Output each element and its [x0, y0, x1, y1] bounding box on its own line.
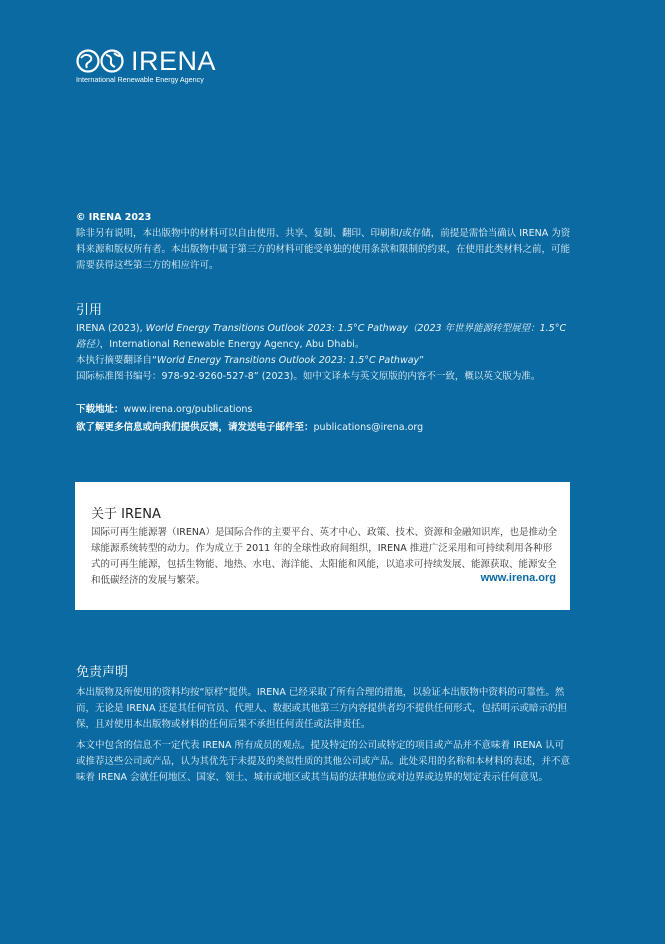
- logo-subtitle: International Renewable Energy Agency: [76, 75, 204, 84]
- disclaimer-para-2: 本文中包含的信息不一定代表 IRENA 所有成员的观点。提及特定的公司或特定的项目或产品并不意味着 IRENA 认可或推荐这些公司或产品，认为其优先于未提及的类似性质的其他公司或产品。此处采用的名称和本材料的表述，并不意味着 IRENA 会就任何地区、国家、领土、城市或地区或其当局的法律地位或对边界或边界的划定表示任何意见。: [76, 740, 571, 783]
- citation-heading: 引用: [76, 303, 103, 318]
- disclaimer-section: [76, 661, 572, 786]
- citation-line-1-suffix: ，International Renewable Energy Agency, Abu Dhabi。: [99, 339, 365, 350]
- logo-wordmark: IRENA: [131, 46, 217, 76]
- download-link[interactable]: www.irena.org/publications: [123, 404, 253, 415]
- irena-logo: [76, 48, 226, 88]
- download-label: 下载地址：: [76, 404, 124, 415]
- citation-section: [76, 299, 572, 385]
- copyright-text: 除非另有说明，本出版物中的材料可以自由使用、共享、复制、翻印、印刷和/或存储，前提是需恰当确认 IRENA 为资料来源和版权所有者。本出版物中属于第三方的材料可能受单独的使用条款和限制的约束，在使用此类材料之前，可能需要获得这些第三方的相应许可。: [76, 228, 571, 271]
- disclaimer-heading: 免责声明: [76, 665, 129, 680]
- citation-line-2: [76, 353, 572, 369]
- links-section: [76, 402, 572, 436]
- disclaimer-para-1: 本出版物及所使用的资料均按“原样”提供。IRENA 已经采取了所有合理的措施，以验证本出版物中资料的可靠性。然而，无论是 IRENA 还是其任何官员、代理人、数据或其他第三方内容提供者均不提供任何形式，包括明示或暗示的担保，且对使用本出版物或材料的任何后果不承担任何责任或法律责任。: [76, 687, 568, 730]
- citation-line-3: 国际标准图书编号：978-92-9260-527-8” (2023)。如中文译本与英文原版的内容不一致，概以英文版为准。: [76, 371, 541, 382]
- citation-line-2-title: World Energy Transitions Outlook 2023: 1.5°C Pathway: [156, 355, 420, 366]
- copyright-title: © IRENA 2023: [76, 212, 152, 223]
- about-text: 国际可再生能源署（IRENA）是国际合作的主要平台、英才中心、政策、技术、资源和金融知识库，也是推动全球能源系统转型的动力。作为成立于 2011 年的全球性政府间组织，IRENA 推进广泛采用和可持续利用各种形式的可再生能源，包括生物能、地热、水电、海洋能、太阳能和风能，以追求可持续发展、能源获取、能源安全和低碳经济的发展与繁荣。: [91, 527, 558, 586]
- feedback-email-link[interactable]: publications@irena.org: [313, 422, 424, 433]
- about-url-link[interactable]: www.irena.org: [480, 572, 556, 584]
- citation-line-1-prefix: IRENA (2023),: [76, 323, 146, 334]
- about-heading: 关于 IRENA: [91, 507, 161, 522]
- feedback-line: [76, 420, 572, 436]
- feedback-label: 欲了解更多信息或向我们提供反馈，请发送电子邮件至：: [76, 422, 314, 433]
- citation-line-1: [76, 321, 572, 353]
- citation-line-1-title: World Energy Transitions Outlook 2023: 1.5°C Pathway（2023 年世界能源转型展望：1.5°C 路径）: [76, 323, 567, 350]
- copyright-section: [76, 210, 572, 274]
- globe-logo-icon: [76, 49, 126, 75]
- download-line: [76, 402, 572, 418]
- citation-line-2-suffix: ”: [419, 355, 425, 366]
- about-box: [75, 482, 570, 610]
- citation-line-2-prefix: 本执行摘要翻译自“: [76, 355, 157, 366]
